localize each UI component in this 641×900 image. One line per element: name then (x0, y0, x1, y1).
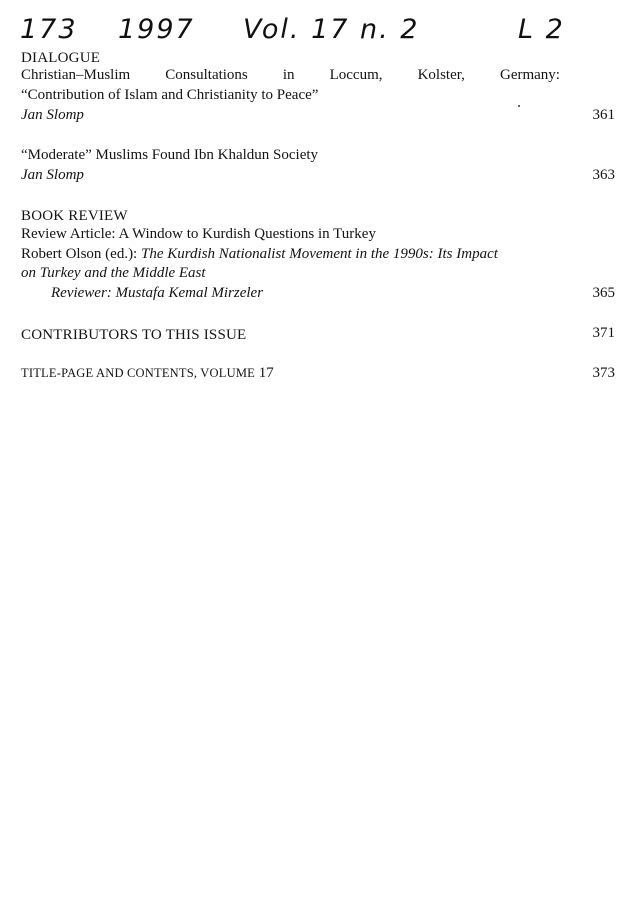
review-reviewer: Reviewer: Mustafa Kemal Mirzeler (51, 285, 264, 301)
article2-page-number: 363 (592, 167, 615, 183)
title-word: in (282, 67, 295, 83)
section-heading-dialogue: DIALOGUE (21, 50, 101, 66)
contributors-heading: CONTRIBUTORS TO THIS ISSUE (21, 327, 247, 343)
section-heading-book-review: BOOK REVIEW (21, 208, 128, 224)
contributors-page-number: 371 (592, 325, 615, 341)
review-title: Review Article: A Window to Kurdish Questions in Turkey (21, 226, 376, 242)
speck (518, 105, 520, 107)
review-page-number: 365 (592, 285, 615, 301)
handwritten-segment: L 2 (518, 14, 565, 45)
title-page-heading: TITLE-PAGE AND CONTENTS, VOLUME (21, 366, 255, 380)
article1-title-line1 (21, 67, 560, 84)
title-word: Christian–Muslim (21, 67, 131, 83)
review-book-line1 (21, 246, 498, 263)
article2-author: Jan Slomp (21, 167, 84, 183)
review-book-title-part1: The Kurdish Nationalist Movement in the 1990s: Its Impact (140, 246, 498, 262)
handwritten-segment: 1997 (118, 14, 195, 45)
review-book-title-part2: on Turkey and the Middle East (21, 265, 206, 281)
handwritten-segment: 173 (20, 14, 78, 45)
title-page-line (21, 365, 274, 382)
title-word: Kolster, (417, 67, 465, 83)
article1-author: Jan Slomp (21, 107, 84, 123)
article2-title: “Moderate” Muslims Found Ibn Khaldun Society (21, 147, 319, 163)
title-word: Consultations (165, 67, 248, 83)
title-page-volume: 17 (258, 365, 274, 381)
handwritten-annotation (18, 14, 618, 52)
title-word: Loccum, (329, 67, 383, 83)
article1-title-line2: “Contribution of Islam and Christianity to Peace” (21, 87, 319, 103)
title-word: Germany: (499, 67, 560, 83)
article1-page-number: 361 (592, 107, 615, 123)
handwritten-segment: Vol. 17 n. 2 (243, 14, 420, 45)
review-editor: Robert Olson (ed.): (21, 246, 138, 262)
title-page-page-number: 373 (592, 365, 615, 381)
